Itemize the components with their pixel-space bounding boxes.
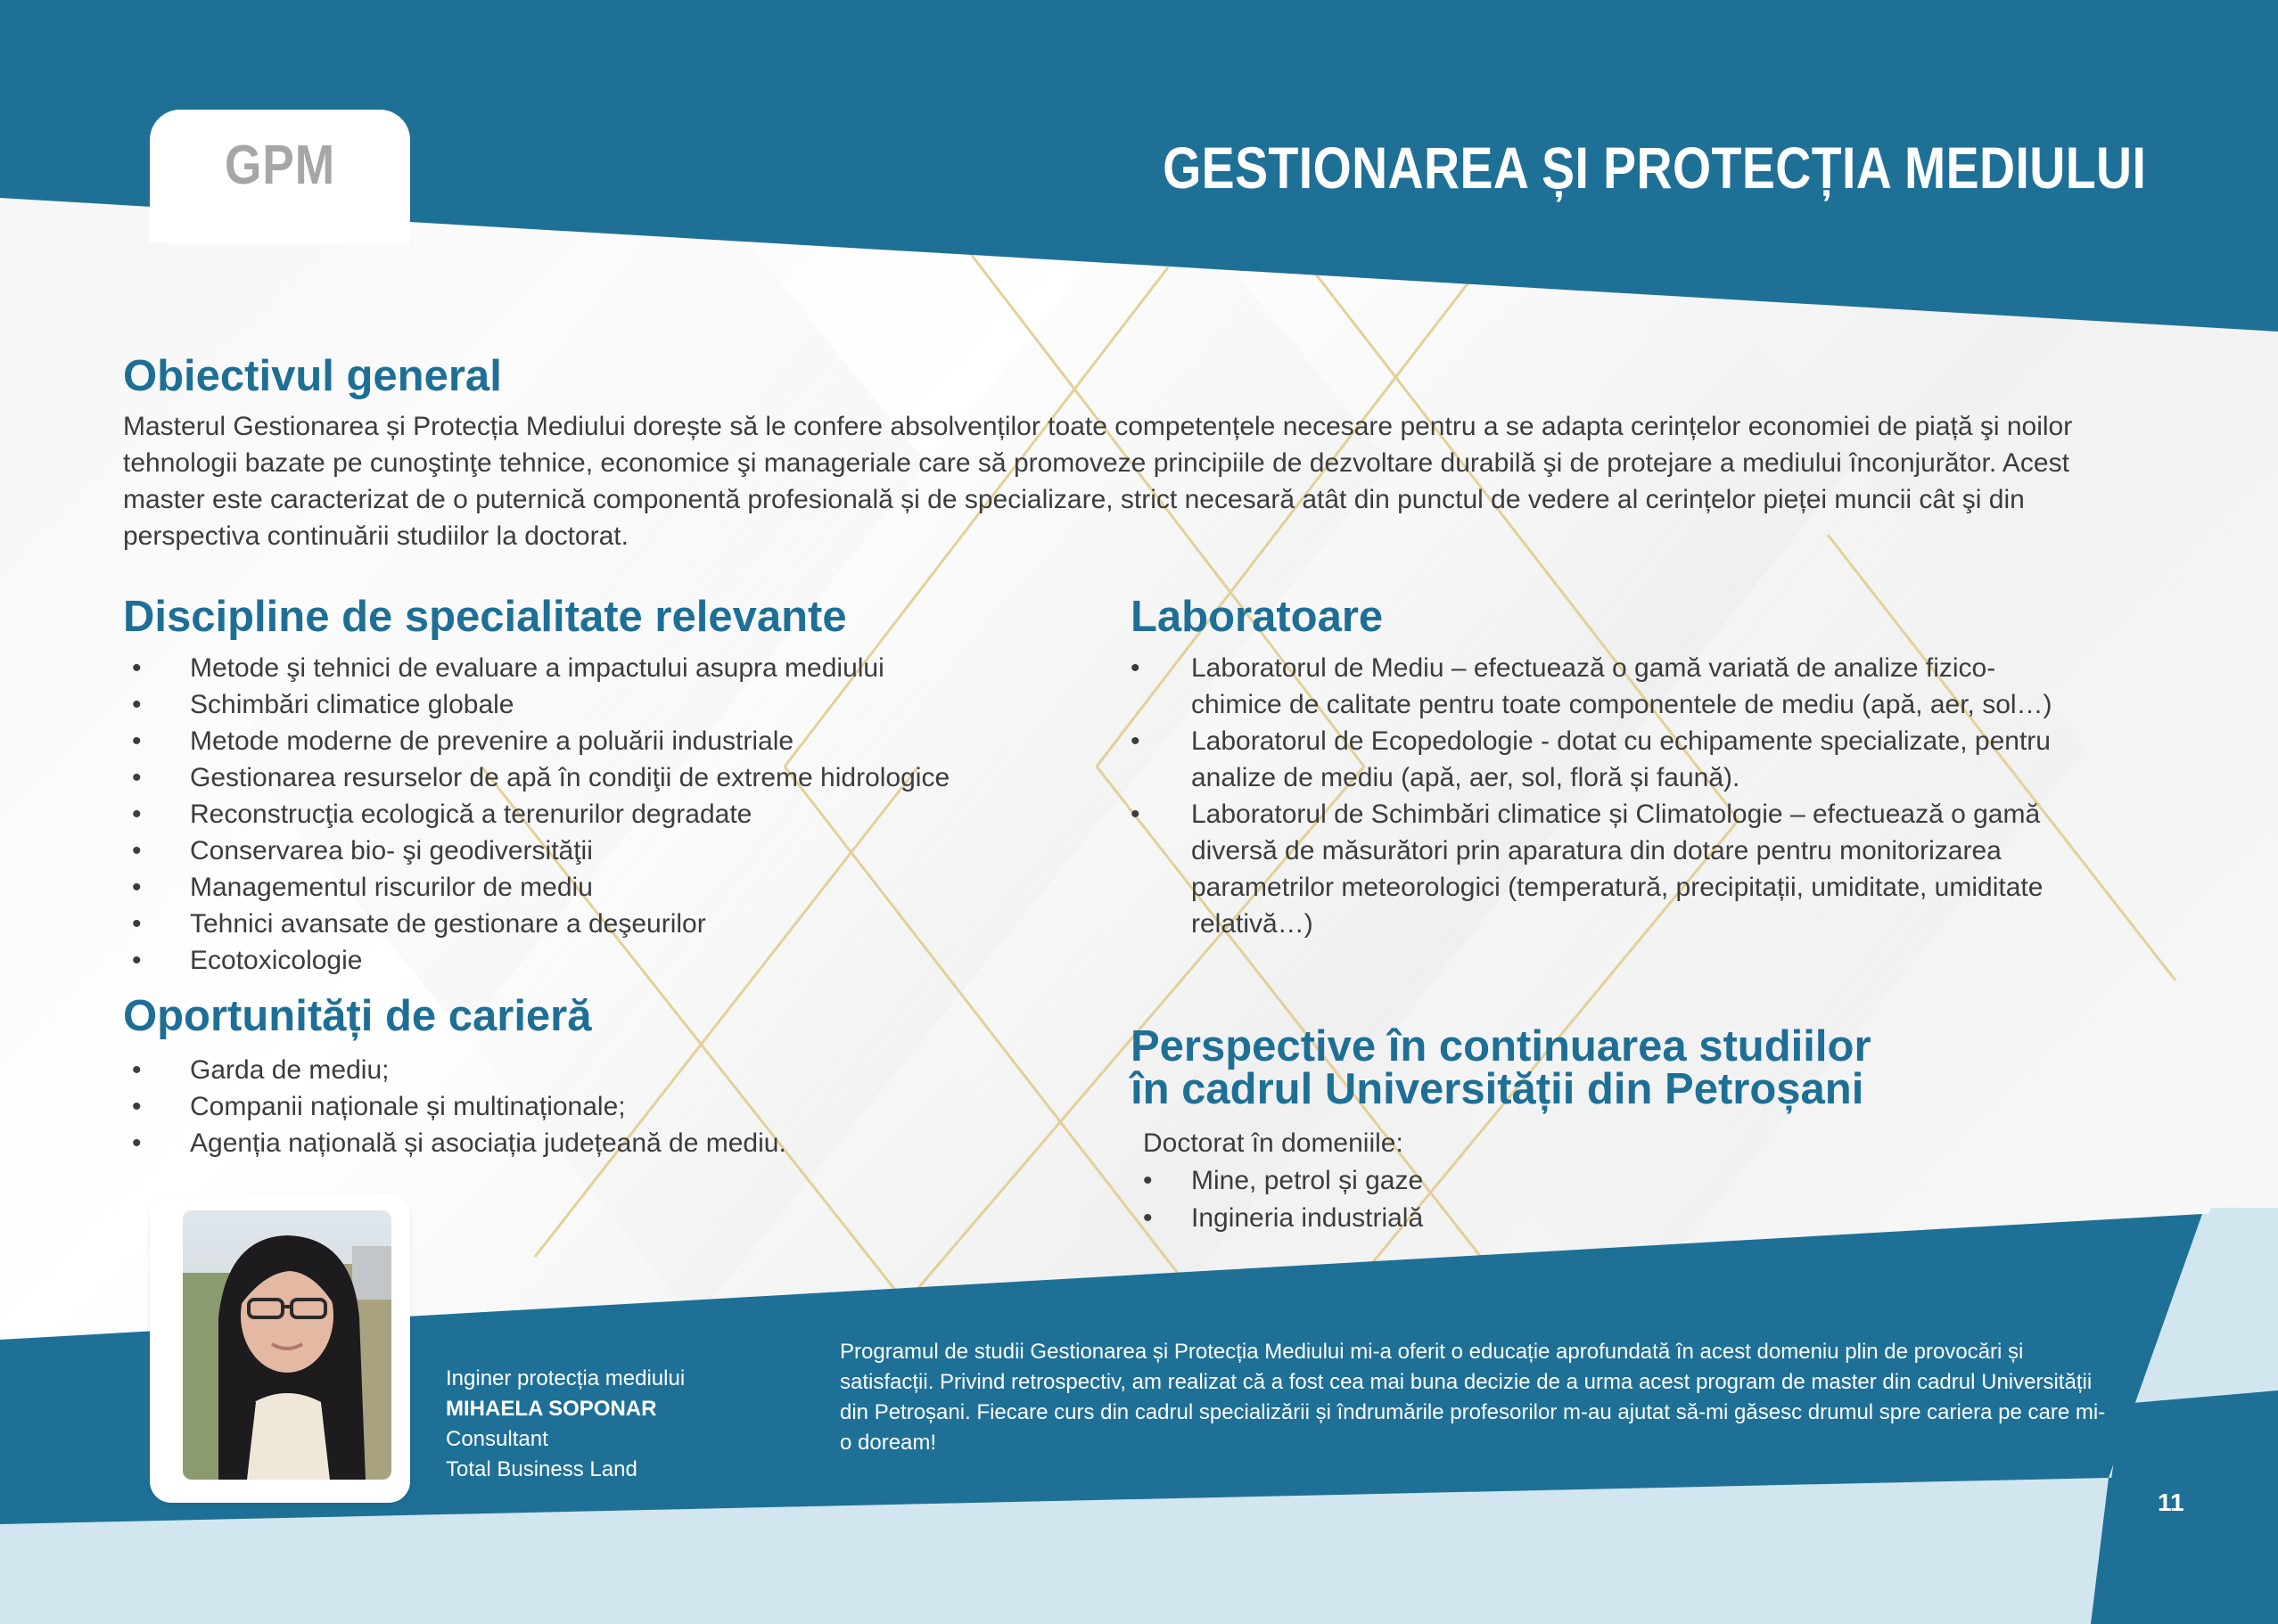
list-item: • Companii naționale și multinaționale; [132, 1088, 1068, 1125]
list-item: • Laboratorul de Ecopedologie - dotat cu echipamente specializate, pentru analize de mediu (apă, aer, sol, floră și faună). [1131, 723, 2076, 796]
labs-list [1131, 650, 2076, 942]
section-code: GPM [224, 135, 336, 196]
list-item: • Metode şi tehnici de evaluare a impactului asupra mediului [132, 650, 1068, 686]
list-item: • Gestionarea resurselor de apă în condiţii de extreme hidrologice [132, 759, 1068, 796]
author-position: Consultant [446, 1427, 548, 1451]
disciplines-list [132, 650, 1068, 979]
list-item: • Schimbări climatice globale [132, 686, 1068, 723]
careers-list [132, 1052, 1068, 1161]
author-company: Total Business Land [446, 1457, 637, 1481]
perspectives-intro: Doctorat în domeniile: [1143, 1128, 1403, 1158]
list-item: • Reconstrucţia ecologică a terenurilor degradate [132, 796, 1068, 833]
perspectives-heading-line2: în cadrul Universității din Petroșani [1131, 1065, 1864, 1113]
testimonial-quote: Programul de studii Gestionarea și Protecția Mediului mi-a oferit o educație aprofundată în acest domeniu plin de provocări și satisfacții. Privind retrospectiv, am realizat că a fost cea mai buna decizie de a urma acest program de master din cadrul Universității din Petroșani. Fiecare curs din cadrul specializării și îndrumările profesorilor m-au ajutat să-mi găsesc drumul spre cariera pe care mi-o doream! [840, 1340, 2106, 1455]
labs-heading: Laboratoare [1131, 593, 1384, 641]
list-item: • Mine, petrol și gaze [1143, 1162, 1945, 1200]
list-item: • Managementul riscurilor de mediu [132, 869, 1068, 906]
objective-heading: Obiectivul general [123, 352, 502, 400]
list-item: • Metode moderne de prevenire a poluării industriale [132, 723, 1068, 759]
list-item: • Ingineria industrială [1143, 1200, 1945, 1237]
list-item: • Laboratorul de Mediu – efectuează o gamă variată de analize fizico-chimice de calitate pentru toate componentele de mediu (apă, aer, sol…) [1131, 650, 2076, 723]
list-item: • Laboratorul de Schimbări climatice și Climatologie – efectuează o gamă diversă de măsurători prin aparatura din dotare pentru monitorizarea parametrilor meteorologici (temperatură, precipitații, umiditate, umiditate relativă…) [1131, 796, 2076, 942]
list-item: • Agenția națională și asociația județeană de mediu. [132, 1125, 1068, 1161]
author-role: Inginer protecția mediului [446, 1366, 686, 1390]
perspectives-heading-line1: Perspective în continuarea studiilor [1131, 1022, 1871, 1070]
testimonial-photo [183, 1210, 391, 1480]
page-number: 11 [2158, 1489, 2184, 1516]
disciplines-heading: Discipline de specialitate relevante [123, 593, 847, 641]
objective-text: Masterul Gestionarea și Protecția Mediului dorește să le confere absolvenților toate competențele necesare pentru a se adapta cerințelor economiei de piață şi noilor tehnologii bazate pe cunoştinţe tehnice, economice şi manageriale care să promoveze principiile de dezvoltare durabilă şi de protejare a mediului înconjurător. Acest master este caracterizat de o puternică componentă profesională și de specializare, strict necesară atât din punctul de vedere al cerințelor pieței muncii cât şi din perspectiva continuării studiilor la doctorat. [123, 412, 2073, 551]
list-item: • Garda de mediu; [132, 1052, 1068, 1088]
list-item: • Tehnici avansate de gestionare a deşeurilor [132, 906, 1068, 942]
list-item: • Ecotoxicologie [132, 942, 1068, 979]
testimonial-author [446, 1364, 685, 1485]
list-item: • Conservarea bio- şi geodiversităţii [132, 833, 1068, 869]
perspectives-list [1143, 1162, 1945, 1237]
careers-heading: Oportunități de carieră [123, 992, 592, 1040]
page-title: GESTIONAREA ȘI PROTECȚIA MEDIULUI [1162, 135, 2146, 201]
author-name: MIHAELA SOPONAR [446, 1397, 657, 1421]
portrait-image [183, 1210, 391, 1480]
